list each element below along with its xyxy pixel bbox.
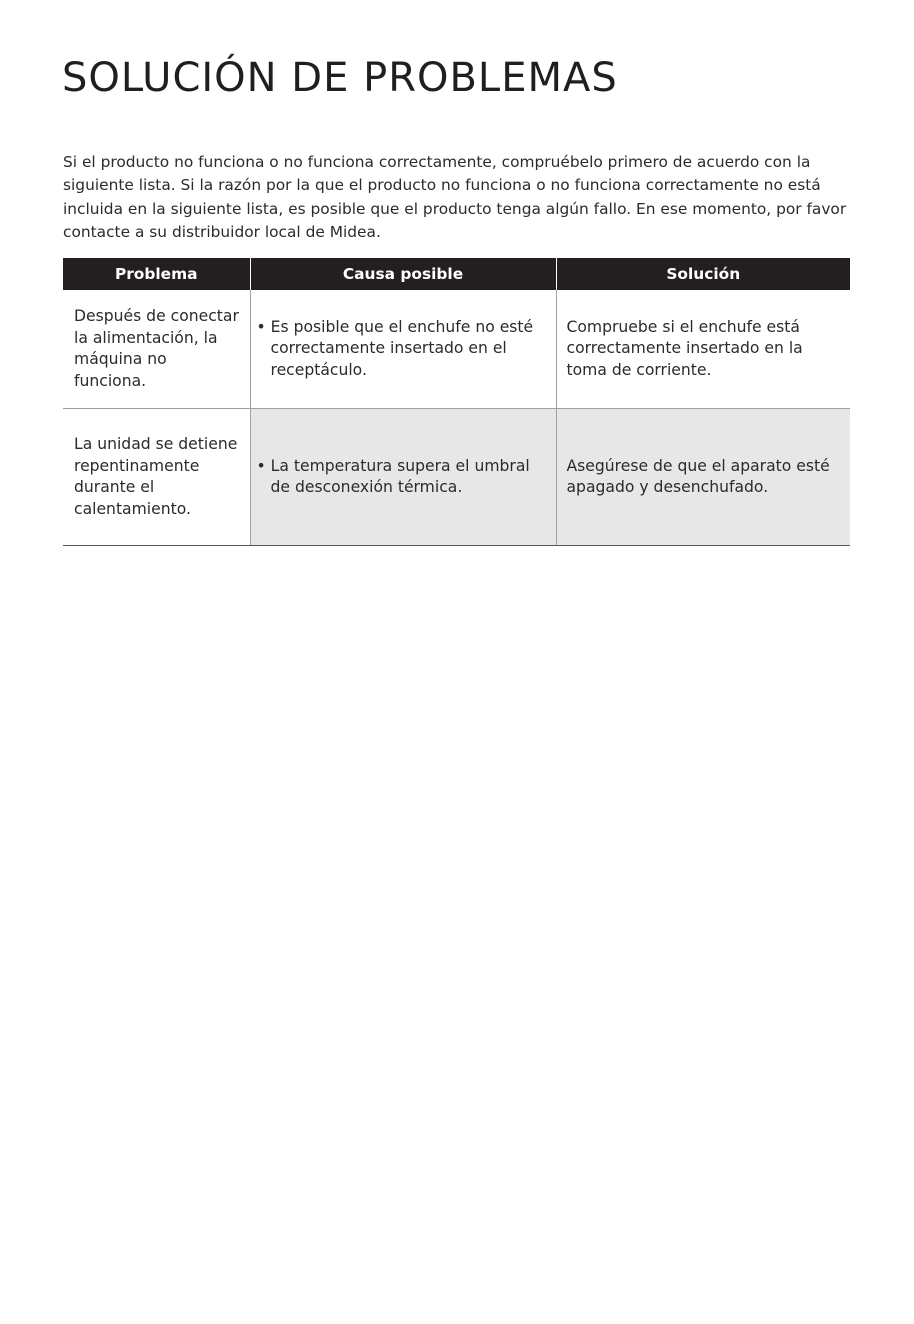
cause-text: • La temperatura supera el umbral de desconexión térmica.: [256, 456, 530, 496]
troubleshooting-table: [63, 258, 850, 546]
problem-cell: Después de conectar la alimentación, la máquina no funciona.: [63, 290, 250, 409]
cause-cell: [250, 290, 556, 409]
solution-cell: Asegúrese de que el aparato esté apagado y desenchufado.: [556, 409, 850, 546]
table-row: [63, 290, 850, 409]
intro-paragraph: Si el producto no funciona o no funciona correctamente, compruébelo primero de acuerdo con la siguiente lista. Si la razón por la que el producto no funciona o no funciona correctamente no está incluida en la siguiente lista, es posible que el producto tenga algún fallo. En ese momento, por favor contacte a su distribuidor local de Midea.: [63, 153, 847, 242]
table-row: [63, 409, 850, 546]
header-problem: Problema: [63, 258, 250, 290]
cause-text: • Es posible que el enchufe no esté correctamente insertado en el receptáculo.: [256, 317, 534, 379]
page-title: SOLUCIÓN DE PROBLEMAS: [62, 55, 618, 101]
cause-cell: [250, 409, 556, 546]
header-solution: Solución: [556, 258, 850, 290]
problem-cell: La unidad se detiene repentinamente durante el calentamiento.: [63, 409, 250, 546]
header-cause: Causa posible: [250, 258, 556, 290]
table-header-row: [63, 258, 850, 290]
solution-cell: Compruebe si el enchufe está correctamente insertado en la toma de corriente.: [556, 290, 850, 409]
